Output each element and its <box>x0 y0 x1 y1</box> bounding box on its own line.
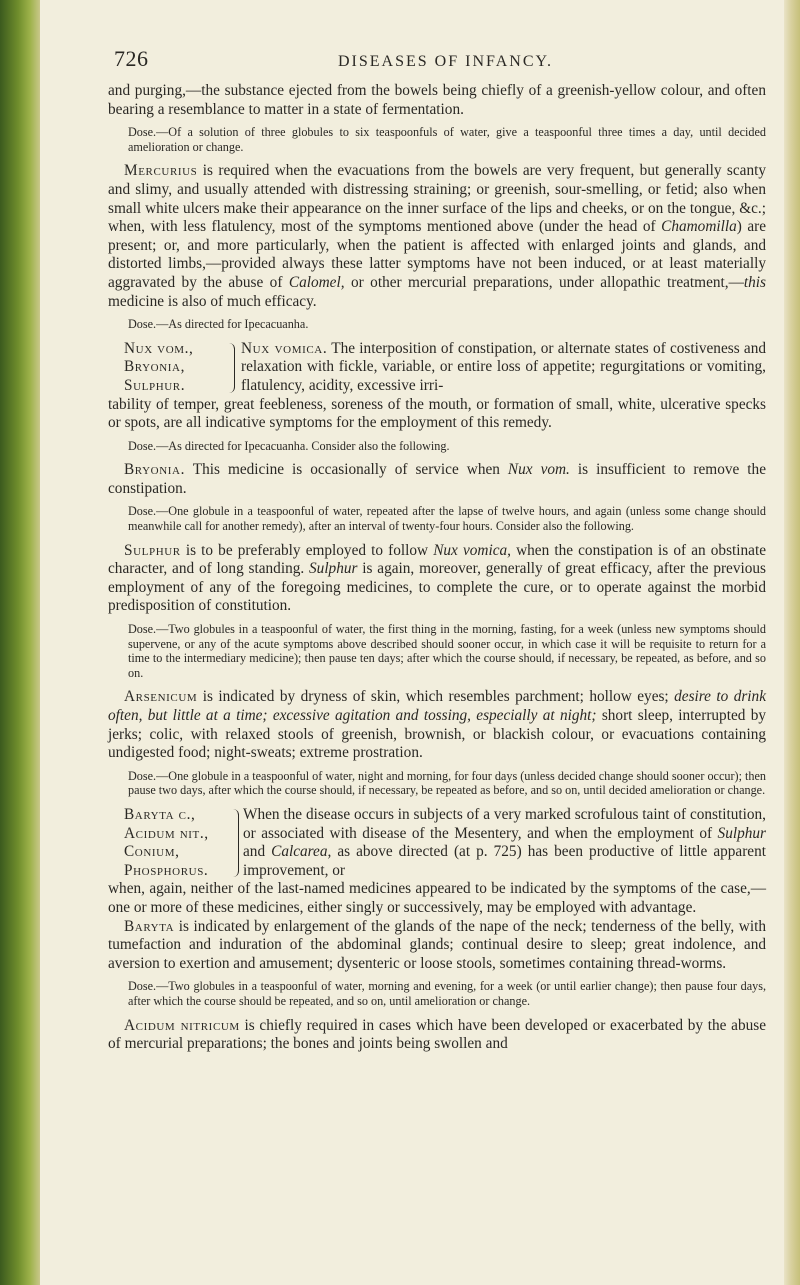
remedy-group-text: Nux vomica. The interposition of constipation, or alternate states of costiveness and relaxation with fickle, variable, or entire loss of appetite; regurgitations or vomiting, flatulency, acidity, excessive irri- <box>241 339 767 394</box>
paragraph-bryonia: Bryonia. This medicine is occasionally of service when Nux vom. is insufficient to remove the constipation. <box>108 461 766 497</box>
paragraph-mercurius: Mercurius is required when the evacuations from the bowels are very frequent, but generally scanty and slimy, and usually attended with distressing straining; or greenish, sour-smelling, or fetid; also when small white ulcers make their appearance on the inner surface of the lips and cheeks, or on the tongue, &c.; when, with less flatulency, most of the symptoms mentioned above (under the head of Chamomilla) are present; or, and more particularly, when the patient is affected with enlarged joints and glands, and distorted limbs,—provided always these latter symptoms have not been induced, or at least materially aggravated by the abuse of Calomel, or other mercurial preparations, under allopathic treatment,—this medicine is also of much efficacy. <box>108 162 767 310</box>
remedy-group-names: Baryta c., Acidum nit., Conium, Phosphorus. <box>124 805 209 879</box>
dose-note-2: Dose.—As directed for Ipecacuanha. <box>128 317 309 332</box>
page-number: 726 <box>114 46 149 71</box>
remedy-group-continuation: when, again, neither of the last-named medicines appeared to be indicated by the symptoms of the case,—one or more of these medicines, either singly or successively, may be employed with advantage. <box>108 880 766 916</box>
brace <box>228 809 239 877</box>
dose-note-7: Dose.—Two globules in a teaspoonful of water, morning and evening, for a week (or until earlier change); then pause four days, after which the course should be repeated, and so on, until amelioration or change. <box>128 979 766 1008</box>
book-binding-left <box>0 0 40 1285</box>
book-page-edge-right <box>784 0 800 1285</box>
remedy-group-names: Nux vom., Bryonia, Sulphur. <box>124 339 194 394</box>
paragraph-acidum-nitricum: Acidum nitricum is chiefly required in cases which have been developed or exacerbated by the abuse of mercurial preparations; the bones and joints being swollen and <box>108 1016 766 1053</box>
dose-note-5: Dose.—Two globules in a teaspoonful of water, the first thing in the morning, fasting, for a week (unless new symptoms should supervene, or any of the acute symptoms above described should sooner occur, in which case it will be requisite to return for a time to the intermediary medicine); then pause ten days; after which the course should, if necessary, be repeated, as before, and so on. <box>128 622 766 680</box>
running-head: DISEASES OF INFANCY. <box>338 53 553 70</box>
dose-note-4: Dose.—One globule in a teaspoonful of water, repeated after the lapse of twelve hours, and again (unless some change should meanwhile call for another remedy), after an interval of twenty-four hours. Consider also the following. <box>128 504 766 534</box>
dose-note-3: Dose.—As directed for Ipecacuanha. Consider also the following. <box>128 438 450 453</box>
page-header <box>108 46 766 82</box>
dose-note-1: Dose.—Of a solution of three globules to six teaspoonfuls of water, give a teaspoonful three times a day, until decided amelioration or change. <box>128 125 766 154</box>
paragraph-arsenicum: Arsenicum is indicated by dryness of skin, which resembles parchment; hollow eyes; desire to drink often, but little at a time; excessive agitation and tossing, especially at night; short sleep, interrupted by jerks; colic, with relaxed stools of greenish, brownish, or blackish colour, or evacuations containing undigested food; night-sweats; extreme prostration. <box>108 688 766 762</box>
paragraph-purging: and purging,—the substance ejected from the bowels being chiefly of a greenish-yellow colour, and often bearing a resemblance to matter in a state of fermentation. <box>108 82 766 118</box>
remedy-group-baryta <box>108 806 766 880</box>
remedy-group-continuation: tability of temper, great feebleness, soreness of the mouth, or formation of small, white, ulcerative specks or spots, are all indicative symptoms for the employment of this remedy. <box>108 395 766 432</box>
remedy-name-mercurius: Mercurius <box>124 162 198 180</box>
dose-note-6: Dose.—One globule in a teaspoonful of water, night and morning, for four days (unless decided change should sooner occur); then pause two days, after which the course should, if necessary, be repeated as before, and so on, until decided amelioration or change. <box>128 768 766 798</box>
paragraph-sulphur: Sulphur is to be preferably employed to follow Nux vomica, when the constipation is of an obstinate character, and of long standing. Sulphur is again, moreover, generally of great efficacy, after the previous employment of any of the foregoing medicines, to complete the cure, or to operate against the morbid predisposition of constitution. <box>108 541 766 615</box>
paragraph-baryta: Baryta is indicated by enlargement of the glands of the nape of the neck; tenderness of the belly, with tumefaction and induration of the abdominal glands; continual desire to sleep; great indolence, and aversion to exertion and amusement; dysenteric or loose stools, sometimes containing thread-worms. <box>108 917 766 972</box>
book-page <box>108 46 766 1054</box>
remedy-group-text: When the disease occurs in subjects of a very marked scrofulous taint of constitution, or associated with disease of the Mesentery, and when the employment of Sulphur and Calcarea, as above directed (at p. 725) has been productive of little apparent improvement, or <box>243 805 766 879</box>
remedy-group-nux <box>108 340 766 396</box>
brace <box>224 343 235 393</box>
